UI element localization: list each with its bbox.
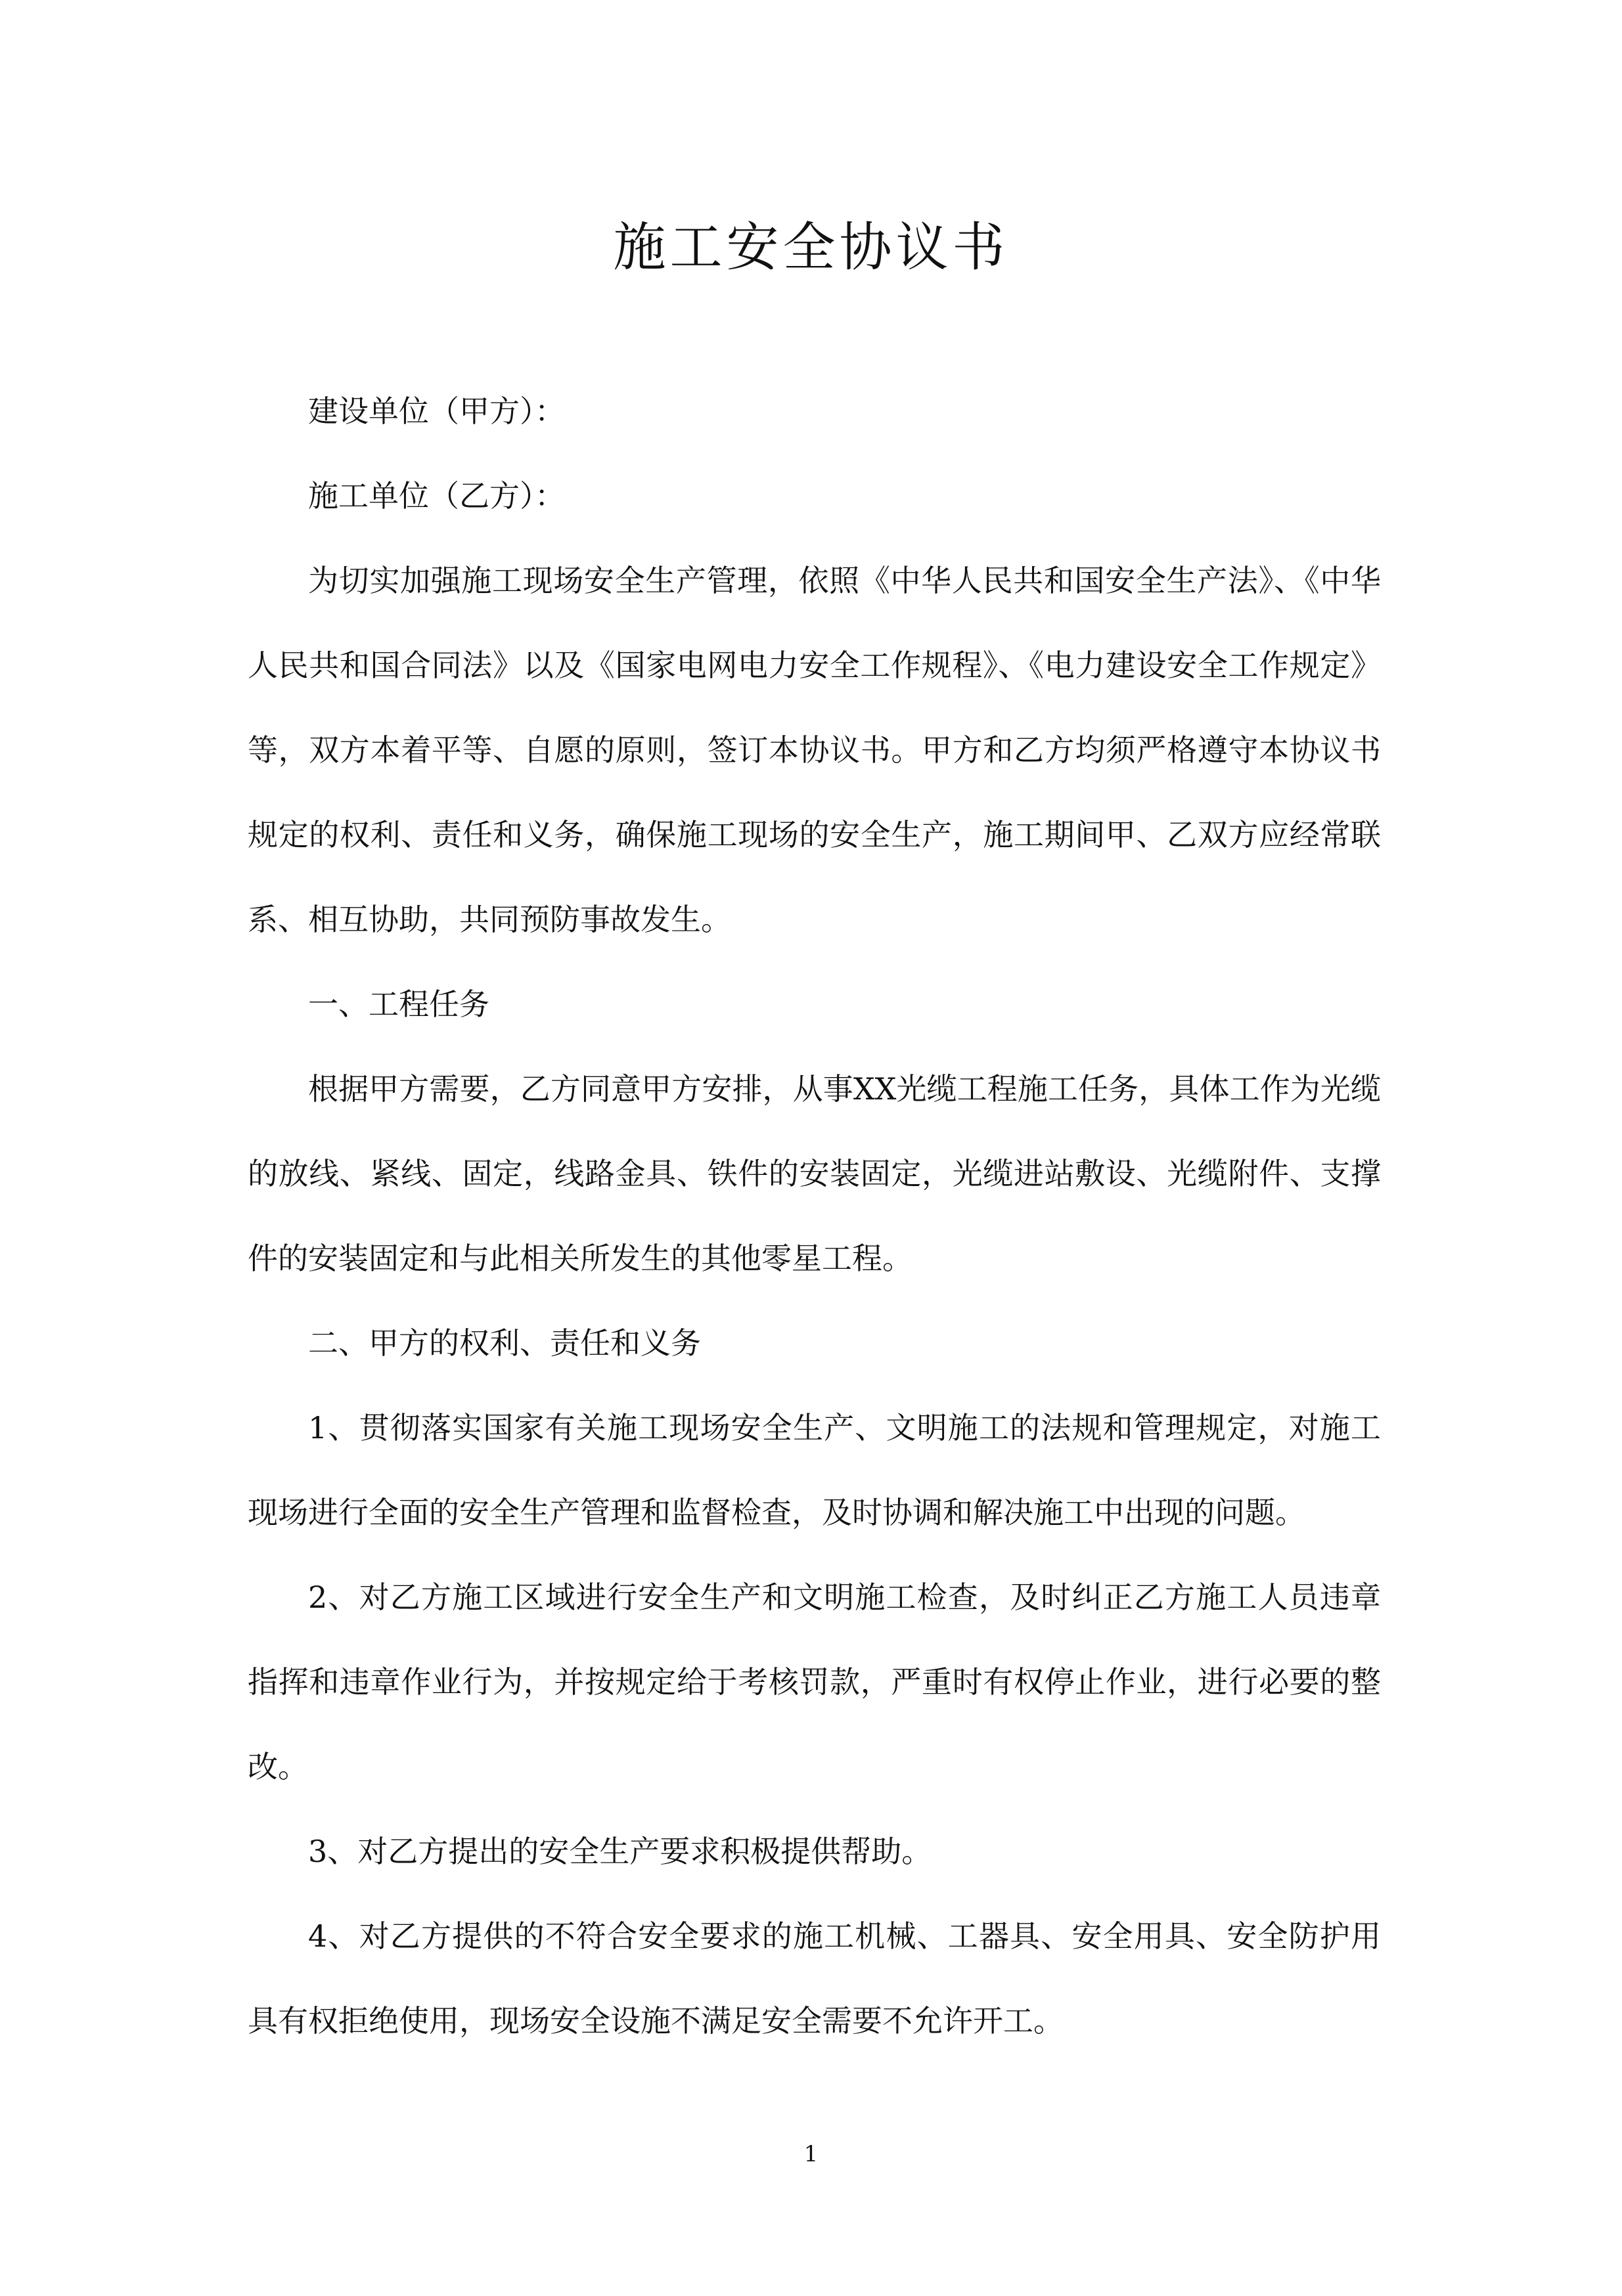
page-number: 1	[803, 2141, 819, 2167]
clause-4: 4、对乙方提供的不符合安全要求的施工机械、工器具、安全用具、安全防护用具有权拒绝使用，现场安全设施不满足安全需要不允许开工。	[248, 1918, 1381, 2039]
document-body	[248, 369, 1381, 2064]
document-title: 施工安全协议书	[613, 217, 1009, 278]
section-heading-2: 二、甲方的权利、责任和义务	[308, 1325, 701, 1361]
project-task-paragraph: 根据甲方需要，乙方同意甲方安排，从事XX光缆工程施工任务，具体工作为光缆的放线、紧线、固定，线路金具、铁件的安装固定，光缆进站敷设、光缆附件、支撑件的安装固定和与此相关所发生的其他零星工程。	[248, 1071, 1381, 1276]
preamble-paragraph: 为切实加强施工现场安全生产管理，依照《中华人民共和国安全生产法》、《中华人民共和国合同法》以及《国家电网电力安全工作规程》、《电力建设安全工作规定》等，双方本着平等、自愿的原则，签订本协议书。甲方和乙方均须严格遵守本协议书规定的权利、责任和义务，确保施工现场的安全生产，施工期间甲、乙双方应经常联系、相互协助，共同预防事故发生。	[248, 563, 1381, 937]
clause-3: 3、对乙方提出的安全生产要求积极提供帮助。	[308, 1834, 932, 1869]
clause-1: 1、贯彻落实国家有关施工现场安全生产、文明施工的法规和管理规定，对施工现场进行全面的安全生产管理和监督检查，及时协调和解决施工中出现的问题。	[248, 1410, 1381, 1530]
party-b-line: 施工单位（乙方）：	[308, 478, 565, 514]
clause-2: 2、对乙方施工区域进行安全生产和文明施工检查，及时纠正乙方施工人员违章指挥和违章作业行为，并按规定给于考核罚款，严重时有权停止作业，进行必要的整改。	[248, 1579, 1381, 1784]
section-heading-1: 一、工程任务	[308, 986, 489, 1022]
party-a-line: 建设单位（甲方）：	[308, 393, 565, 429]
